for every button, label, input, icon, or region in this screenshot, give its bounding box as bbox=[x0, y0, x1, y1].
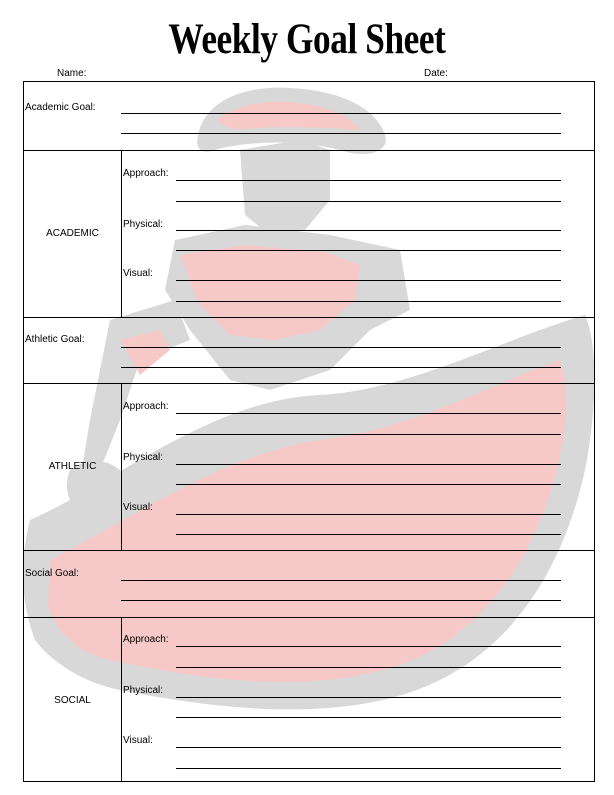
social-approach-line[interactable] bbox=[176, 646, 561, 647]
social-visual-line[interactable] bbox=[176, 768, 561, 769]
date-label: Date: bbox=[424, 68, 448, 79]
academic-approach-label: Approach: bbox=[123, 168, 169, 179]
social-visual-line[interactable] bbox=[176, 747, 561, 748]
social-physical-label: Physical: bbox=[123, 685, 164, 696]
social-goal-label: Social Goal: bbox=[25, 568, 79, 579]
social-approach-line[interactable] bbox=[176, 667, 561, 668]
page-title: Weekly Goal Sheet bbox=[168, 16, 446, 63]
academic-physical-label: Physical: bbox=[123, 219, 164, 230]
athletic-physical-line[interactable] bbox=[176, 484, 561, 485]
athletic-goal-label: Athletic Goal: bbox=[25, 334, 85, 345]
athletic-approach-line[interactable] bbox=[176, 434, 561, 435]
row-divider bbox=[24, 383, 594, 384]
academic-physical-line[interactable] bbox=[176, 230, 561, 231]
academic-goal-line[interactable] bbox=[121, 113, 561, 114]
academic-category: ACADEMIC bbox=[46, 228, 99, 239]
social-physical-line[interactable] bbox=[176, 717, 561, 718]
goal-sheet-table bbox=[23, 81, 595, 782]
name-label: Name: bbox=[57, 68, 87, 79]
athletic-approach-label: Approach: bbox=[123, 401, 169, 412]
column-divider bbox=[121, 150, 122, 317]
athletic-physical-line[interactable] bbox=[176, 464, 561, 465]
athletic-goal-line[interactable] bbox=[121, 367, 561, 368]
social-physical-line[interactable] bbox=[176, 697, 561, 698]
row-divider bbox=[24, 150, 594, 151]
academic-goal-line[interactable] bbox=[121, 133, 561, 134]
athletic-visual-label: Visual: bbox=[123, 502, 153, 513]
row-divider bbox=[24, 617, 594, 618]
row-divider bbox=[24, 550, 594, 551]
athletic-visual-line[interactable] bbox=[176, 534, 561, 535]
academic-physical-line[interactable] bbox=[176, 250, 561, 251]
row-divider bbox=[24, 317, 594, 318]
academic-visual-line[interactable] bbox=[176, 301, 561, 302]
social-category: SOCIAL bbox=[54, 695, 91, 706]
academic-approach-line[interactable] bbox=[176, 180, 561, 181]
academic-visual-line[interactable] bbox=[176, 280, 561, 281]
social-approach-label: Approach: bbox=[123, 634, 169, 645]
column-divider bbox=[121, 617, 122, 782]
social-goal-line[interactable] bbox=[121, 600, 561, 601]
athletic-physical-label: Physical: bbox=[123, 452, 164, 463]
column-divider bbox=[121, 383, 122, 550]
academic-approach-line[interactable] bbox=[176, 201, 561, 202]
social-visual-label: Visual: bbox=[123, 735, 153, 746]
academic-visual-label: Visual: bbox=[123, 268, 153, 279]
athletic-approach-line[interactable] bbox=[176, 413, 561, 414]
athletic-visual-line[interactable] bbox=[176, 514, 561, 515]
athletic-goal-line[interactable] bbox=[121, 347, 561, 348]
athletic-category: ATHLETIC bbox=[48, 461, 97, 472]
social-goal-line[interactable] bbox=[121, 580, 561, 581]
academic-goal-label: Academic Goal: bbox=[25, 102, 96, 113]
